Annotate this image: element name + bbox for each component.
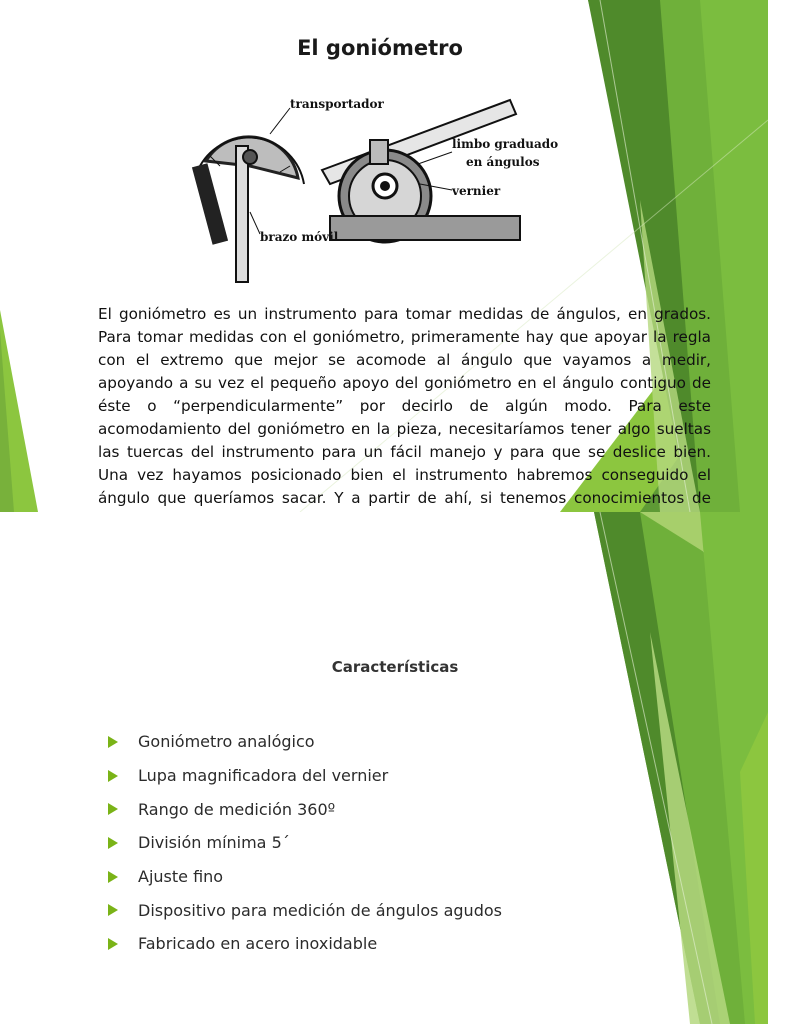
bullet-arrow-icon — [108, 837, 118, 849]
paragraph-part-1: El goniómetro es un instrumento para tomar medidas de ángulos, en grados. Para tomar medidas con el goniómetro, primeramente hay que apoyar la regla con el extremo que mejor se acomode al ángulo que vayamos a medir, apoyando a su vez el pequeño apoyo del goniómetro en el ángulo contiguo de éste o “perpendicularmente” por decirlo de algún modo. Para este acomodamiento del goniómetro en la pieza, necesitaríamos tener algo sueltas las tuercas del instrumento para un fácil manejo y para que se deslice bien. Una vez hayamos posicionado bien el instrumento habremos conseguido el ángulo que queríamos sacar. Y a partir de ahí, si tenemos conocimientos de — [98, 305, 711, 507]
section-title: Características — [331, 658, 459, 676]
bullet-arrow-icon — [108, 803, 118, 815]
bullet-text: Goniómetro analógico — [138, 732, 315, 752]
slide-1 — [0, 0, 768, 512]
bullet-text: Ajuste fino — [138, 867, 224, 887]
page-title: El goniómetro — [297, 36, 463, 60]
bullet-arrow-icon — [108, 770, 118, 782]
description-paragraph — [98, 303, 711, 533]
label-transportador: transportador — [290, 97, 384, 111]
bullet-text: Dispositivo para medición de ángulos agudos — [138, 900, 502, 920]
label-limbo-1: limbo graduado — [452, 137, 559, 151]
list-item — [108, 927, 502, 961]
bullet-arrow-icon — [108, 904, 118, 916]
list-item — [108, 759, 502, 793]
list-item — [108, 893, 502, 927]
bullet-arrow-icon — [108, 736, 118, 748]
bullet-text: Fabricado en acero inoxidable — [138, 934, 378, 954]
bullet-arrow-icon — [108, 938, 118, 950]
label-brazo-movil: brazo móvil — [260, 230, 339, 244]
bullet-text: Rango de medición 360º — [138, 799, 336, 819]
bullet-text: Lupa magnificadora del vernier — [138, 766, 389, 786]
slide-2 — [0, 512, 768, 1024]
goniometer-illustration — [180, 86, 562, 284]
list-item — [108, 725, 502, 759]
label-vernier: vernier — [452, 184, 501, 198]
label-limbo-2: en ángulos — [466, 155, 540, 169]
bullet-text: División mínima 5´ — [138, 833, 290, 853]
list-item — [108, 826, 502, 860]
bullet-arrow-icon — [108, 871, 118, 883]
list-item — [108, 860, 502, 894]
list-item — [108, 792, 502, 826]
features-list — [108, 725, 502, 961]
